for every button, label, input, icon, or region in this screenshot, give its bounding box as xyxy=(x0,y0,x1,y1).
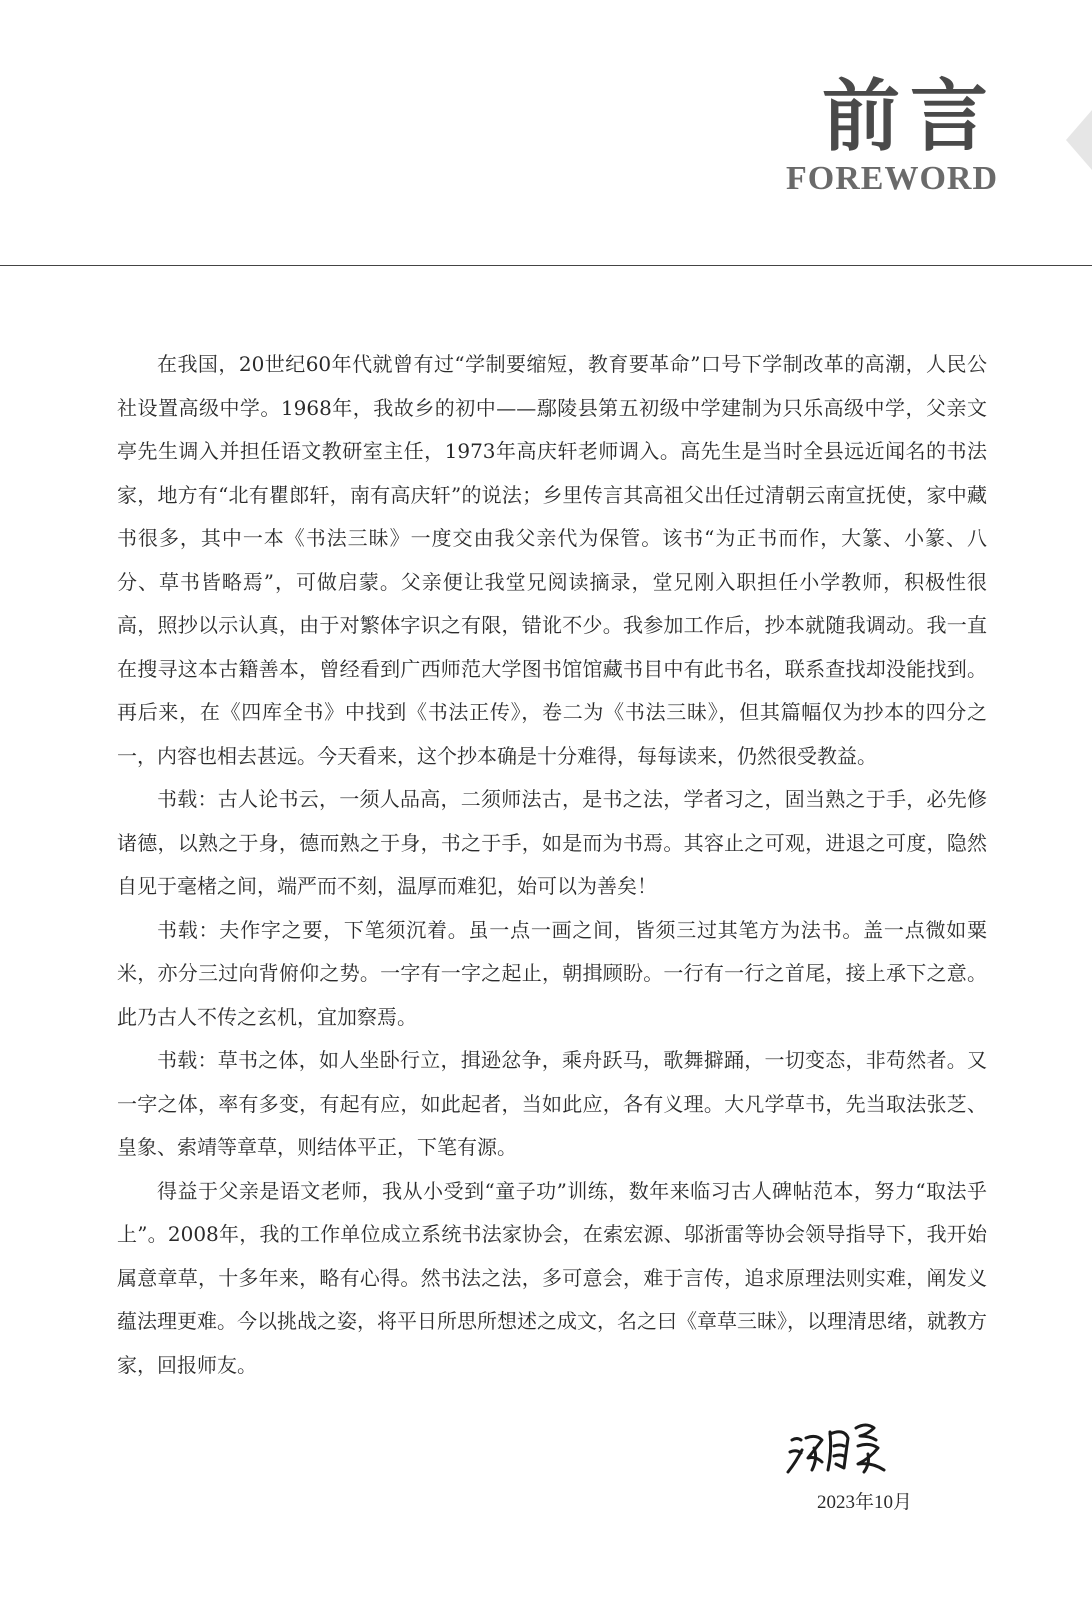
paragraph: 书载：草书之体，如人坐卧行立，揖逊忿争，乘舟跃马，歌舞擗踊，一切变态，非苟然者。又一字之体，率有多变，有起有应，如此起者，当如此应，各有义理。大凡学草书，先当取法张芝、皇象、索靖等章草，则结体平正，下笔有源。 xyxy=(117,1048,987,1159)
handwritten-signature xyxy=(784,1418,904,1478)
page-title-english: FOREWORD xyxy=(786,160,998,197)
foreword-body xyxy=(117,343,987,1387)
paragraph: 书载：夫作字之要，下笔须沉着。虽一点一画之间，皆须三过其笔方为法书。盖一点微如粟米，亦分三过向背俯仰之势。一字有一字之起止，朝揖顾盼。一行有一行之首尾，接上承下之意。此乃古人不传之玄机，宜加察焉。 xyxy=(117,917,987,1029)
paragraph: 在我国，20世纪60年代就曾有过“学制要缩短，教育要革命”口号下学制改革的高潮，人民公社设置高级中学。1968年，我故乡的初中——鄢陵县第五初级中学建制为只乐高级中学，父亲文亭先生调入并担任语文教研室主任，1973年高庆轩老师调入。高先生是当时全县远近闻名的书法家，地方有“北有瞿郎轩，南有高庆轩”的说法；乡里传言其高祖父出任过清朝云南宣抚使，家中藏书很多，其中一本《书法三昧》一度交由我父亲代为保管。该书“为正书而作，大篆、小篆、八分、草书皆略焉”，可做启蒙。父亲便让我堂兄阅读摘录，堂兄刚入职担任小学教师，积极性很高，照抄以示认真，由于对繁体字识之有限，错讹不少。我参加工作后，抄本就随我调动。我一直在搜寻这本古籍善本，曾经看到广西师范大学图书馆馆藏书目中有此书名，联系查找却没能找到。再后来，在《四库全书》中找到《书法正传》，卷二为《书法三昧》，但其篇幅仅为抄本的四分之一，内容也相去甚远。今天看来，这个抄本确是十分难得，每每读来，仍然很受教益。 xyxy=(117,352,987,768)
header-divider xyxy=(0,265,1092,266)
paragraph: 得益于父亲是语文老师，我从小受到“童子功”训练，数年来临习古人碑帖范本，努力“取法乎上”。2008年，我的工作单位成立系统书法家协会，在索宏源、邬浙雷等协会领导指导下，我开始属意章草，十多年来，略有心得。然书法之法，多可意会，难于言传，追求原理法则实难，阐发义蕴法理更难。今以挑战之姿，将平日所思所想述之成文，名之曰《章草三昧》，以理清思绪，就教方家，回报师友。 xyxy=(117,1178,987,1377)
paragraph: 书载：古人论书云，一须人品高，二须师法古，是书之法，学者习之，固当熟之于手，必先修诸德，以熟之于身，德而熟之于身，书之于手，如是而为书焉。其容止之可观，进退之可度，隐然自见于毫楮之间，端严而不刻，温厚而难犯，始可以为善矣！ xyxy=(117,787,987,898)
corner-tab-decoration xyxy=(1066,110,1092,170)
signature-date: 2023年10月 xyxy=(816,1492,912,1513)
page-title: 前言 xyxy=(821,71,998,162)
